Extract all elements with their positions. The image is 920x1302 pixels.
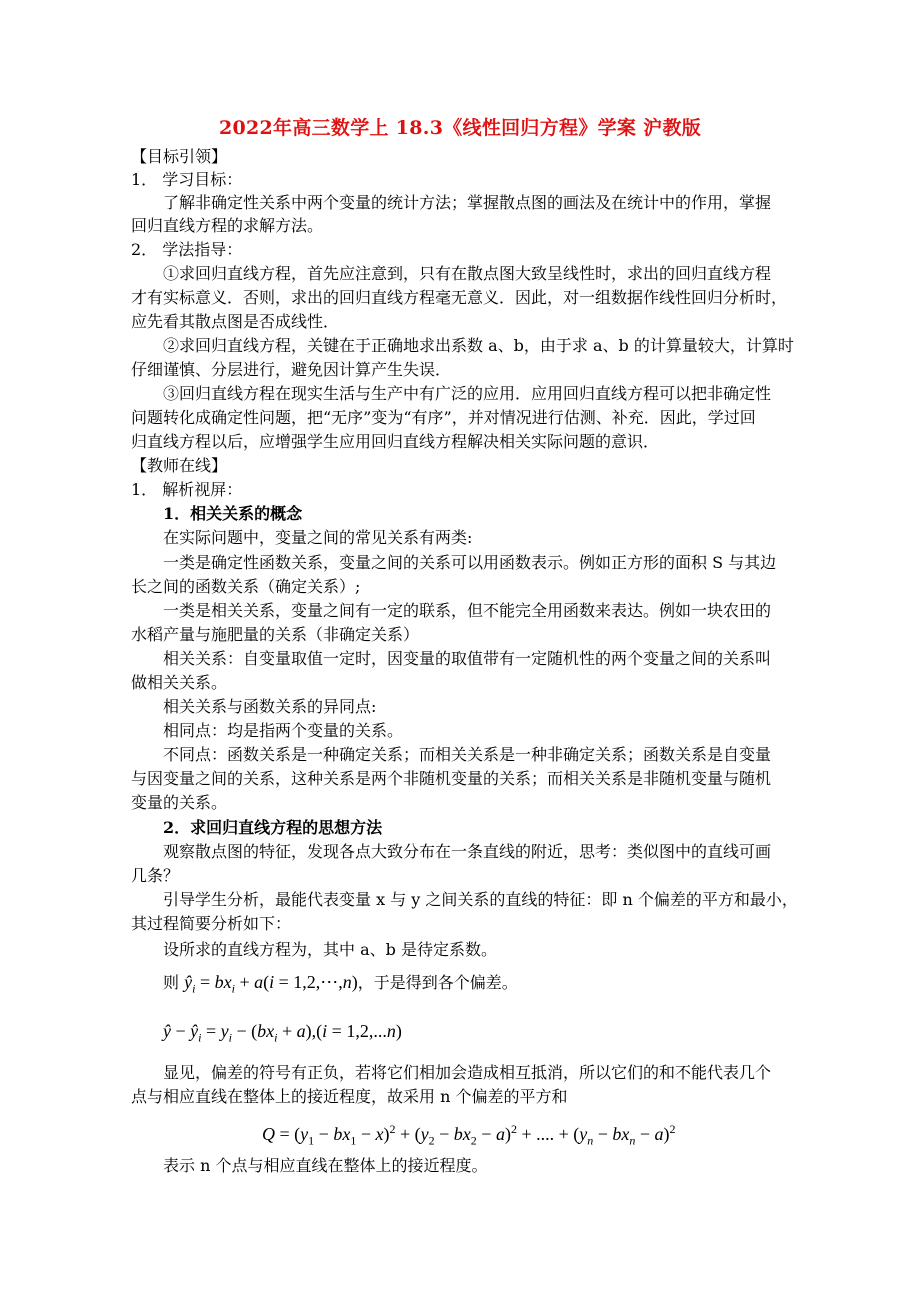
- paragraph-line: 不同点：函数关系是一种确定关系；而相关关系是一种非确定关系；函数关系是自变量: [163, 745, 772, 764]
- subheading-correlation: 1．相关关系的概念: [163, 504, 303, 523]
- paragraph-line: 应先看其散点图是否成线性．: [131, 312, 340, 331]
- paragraph-line: ③回归直线方程在现实生活与生产中有广泛的应用．应用回归直线方程可以把非确定性: [163, 384, 772, 403]
- paragraph-line: 一类是相关关系，变量之间有一定的联系，但不能完全用函数来表达。例如一块农田的: [163, 601, 772, 620]
- paragraph-line: 问题转化成确定性问题，把“无序”变为“有序”，并对情况进行估测、补充．因此，学过回: [131, 408, 756, 427]
- paragraph-line: 相同点：均是指两个变量的关系。: [163, 721, 404, 740]
- formula-fitted-values: $ŷ_i = bx_i + a(i$ = 1,2,⋯,n): [184, 972, 358, 996]
- paragraph-line: 水稻产量与施肥量的关系（非确定关系）: [131, 625, 420, 644]
- section-heading-goals: 【目标引领】: [131, 147, 228, 166]
- paragraph-line: 做相关关系。: [131, 673, 228, 692]
- paragraph-line: 表示 n 个点与相应直线在整体上的接近程度。: [163, 1156, 488, 1175]
- paragraph-line: 点与相应直线在整体上的接近程度，故采用 n 个偏差的平方和: [131, 1087, 568, 1106]
- paragraph-line: 回归直线方程的求解方法。: [131, 216, 324, 235]
- paragraph-line: 相关关系与函数关系的异同点:: [163, 697, 377, 716]
- paragraph-line: 了解非确定性关系中两个变量的统计方法；掌握散点图的画法及在统计中的作用，掌握: [163, 193, 772, 212]
- formula-deviation: ŷ − $ŷ_i = y_i - (bx_i + a),(i = 1,2,...n)$: [163, 1021, 402, 1045]
- paragraph-line: 设所求的直线方程为，其中 a、b 是待定系数。: [163, 940, 497, 959]
- paragraph-line: 在实际问题中，变量之间的常见关系有两类:: [163, 528, 473, 547]
- paragraph-line: 观察散点图的特征，发现各点大致分布在一条直线的附近，思考：类似图中的直线可画: [163, 842, 772, 861]
- section-heading-teacher: 【教师在线】: [131, 456, 228, 475]
- paragraph-line: 显见，偏差的符号有正负，若将它们相加会造成相互抵消，所以它们的和不能代表几个: [163, 1063, 772, 1082]
- formula-suffix: ，于是得到各个偏差。: [357, 973, 518, 992]
- item-study-guide: 2． 学法指导：: [131, 240, 243, 259]
- formula-sum-of-squares: $Q = (y_1 - bx_1 - x)^2 + (y_2 - bx_2 - a)^2$ + .... + $(y_n - bx_n - a)^2$: [262, 1122, 676, 1148]
- formula-prefix: 则: [163, 973, 180, 992]
- paragraph-line: 归直线方程以后，应增强学生应用回归直线方程解决相关实际问题的意识．: [131, 432, 660, 451]
- formula-line-fitted: [163, 972, 518, 999]
- paragraph-line: 一类是确定性函数关系，变量之间的关系可以用函数表示。例如正方形的面积 S 与其边: [163, 553, 777, 572]
- item-learning-goal: 1． 学习目标：: [131, 170, 243, 189]
- paragraph-line: 几条？: [131, 866, 180, 885]
- paragraph-line: 长之间的函数关系（确定关系）;: [131, 577, 361, 596]
- item-analysis: 1． 解析视屏：: [131, 480, 243, 499]
- page-title: 2022年高三数学上 18.3《线性回归方程》学案 沪教版: [218, 117, 702, 139]
- paragraph-line: ①求回归直线方程，首先应注意到，只有在散点图大致呈线性时，求出的回归直线方程: [163, 264, 772, 283]
- paragraph-line: 引导学生分析，最能代表变量 x 与 y 之间关系的直线的特征：即 n 个偏差的平方和最小，: [163, 890, 798, 909]
- paragraph-line: 变量的关系。: [131, 793, 228, 812]
- paragraph-line: 其过程简要分析如下：: [131, 914, 292, 933]
- paragraph-line: 才有实标意义．否则，求出的回归直线方程毫无意义．因此，对一组数据作线性回归分析时，: [131, 288, 788, 307]
- paragraph-line: 与因变量之间的关系，这种关系是两个非随机变量的关系；而相关关系是非随机变量与随机: [131, 769, 772, 788]
- paragraph-line: 仔细谨慎、分层进行，避免因计算产生失误．: [131, 360, 452, 379]
- paragraph-line: ②求回归直线方程，关键在于正确地求出系数 a、b，由于求 a、b 的计算量较大，计算时: [163, 336, 794, 355]
- subheading-regression-method: 2．求回归直线方程的思想方法: [163, 818, 383, 837]
- paragraph-line: 相关关系：自变量取值一定时，因变量的取值带有一定随机性的两个变量之间的关系叫: [163, 649, 772, 668]
